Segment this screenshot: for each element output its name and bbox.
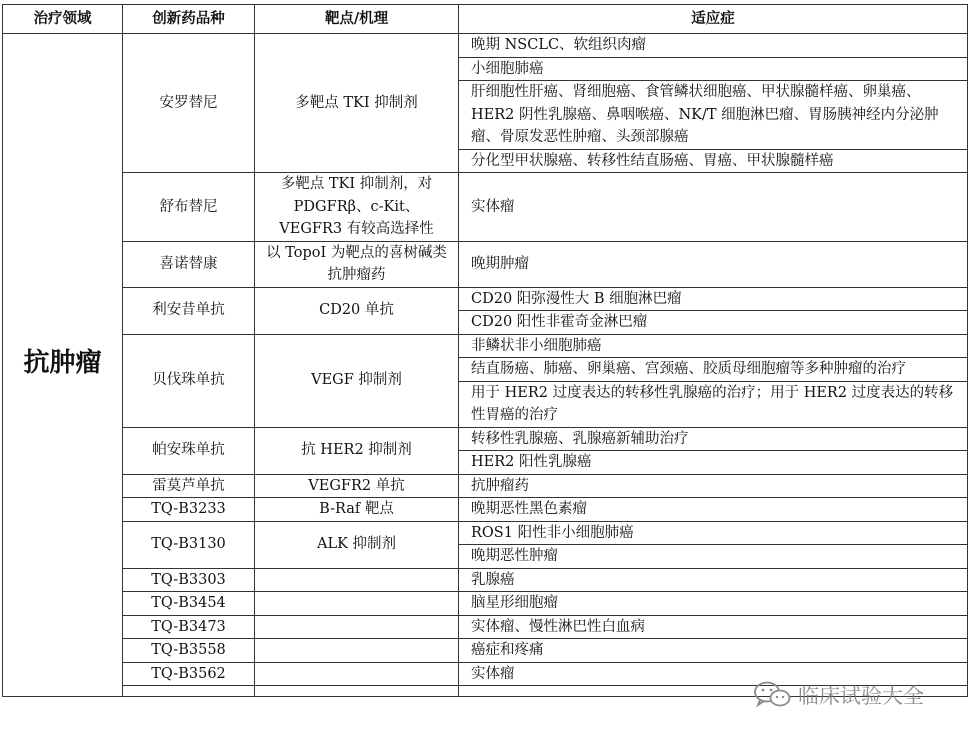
drug-name: 舒布替尼 [123,173,255,242]
header-area: 治疗领域 [3,5,123,34]
drug-target: VEGF 抑制剂 [255,334,459,427]
indication-cell: HER2 阳性乳腺癌 [459,451,968,475]
indication-cell: 晚期恶性黑色素瘤 [459,498,968,522]
indication-cell: 晚期恶性肿瘤 [459,545,968,569]
indication-cell: 实体瘤 [459,173,968,242]
drug-name: 利安昔单抗 [123,287,255,334]
drug-target: ALK 抑制剂 [255,521,459,568]
table-row [3,173,968,242]
indication-cell: 转移性乳腺癌、乳腺癌新辅助治疗 [459,427,968,451]
indication-cell: CD20 阳性非霍奇金淋巴瘤 [459,311,968,335]
table-row [3,241,968,287]
drug-target: 多靶点 TKI 抑制剂，对 PDGFRβ、c-Kit、VEGFR3 有较高选择性 [255,173,459,242]
drug-target [255,662,459,686]
drug-target: CD20 单抗 [255,287,459,334]
drug-target [255,568,459,592]
drug-name: TQ-B3558 [123,639,255,663]
indication-cell: 用于 HER2 过度表达的转移性乳腺癌的治疗；用于 HER2 过度表达的转移性胃癌的治疗 [459,381,968,427]
table-row [3,287,968,311]
watermark-text: 临床试验大全 [798,684,924,708]
table-row [3,568,968,592]
header-drug: 创新药品种 [123,5,255,34]
drug-name: TQ-B3562 [123,662,255,686]
header-indication: 适应症 [459,5,968,34]
indication-cell: 晚期 NSCLC、软组织肉瘤 [459,34,968,58]
table-row [3,639,968,663]
drug-target: 多靶点 TKI 抑制剂 [255,34,459,173]
header-row [3,5,968,34]
drug-target [255,639,459,663]
therapeutic-area: 抗肿瘤 [3,34,123,697]
indication-cell: CD20 阳弥漫性大 B 细胞淋巴瘤 [459,287,968,311]
table-row [3,34,968,58]
drug-name: 喜诺替康 [123,241,255,287]
drug-target: B-Raf 靶点 [255,498,459,522]
drug-name: TQ-B3303 [123,568,255,592]
indication-cell: 肝细胞性肝癌、肾细胞癌、食管鳞状细胞癌、甲状腺髓样癌、卵巢癌、HER2 阴性乳腺癌、鼻咽喉癌、NK/T 细胞淋巴瘤、胃肠胰神经内分泌肿瘤、骨原发恶性肿瘤、头颈部腺癌 [459,81,968,150]
indication-cell: 脑星形细胞瘤 [459,592,968,616]
drug-name: 安罗替尼 [123,34,255,173]
drug-name: TQ-B3473 [123,615,255,639]
indication-cell: 乳腺癌 [459,568,968,592]
drug-name: 贝伐珠单抗 [123,334,255,427]
indication-cell: 小细胞肺癌 [459,57,968,81]
wechat-icon [752,680,792,710]
table-row [3,521,968,545]
table-row [3,615,968,639]
drug-target: 抗 HER2 抑制剂 [255,427,459,474]
table-row [3,592,968,616]
drug-name: 帕安珠单抗 [123,427,255,474]
indication-cell: 结直肠癌、肺癌、卵巢癌、宫颈癌、胶质母细胞瘤等多种肿瘤的治疗 [459,358,968,382]
indication-cell: 实体瘤 [459,662,968,686]
indication-cell: 实体瘤、慢性淋巴性白血病 [459,615,968,639]
drug-target [255,615,459,639]
indication-cell: 抗肿瘤药 [459,474,968,498]
table-row [3,474,968,498]
table-row [3,334,968,358]
drug-name: TQ-B3130 [123,521,255,568]
drug-target [255,592,459,616]
drug-table [2,4,968,697]
indication-cell: 非鳞状非小细胞肺癌 [459,334,968,358]
empty-cell [255,686,459,697]
watermark [752,678,924,712]
drug-target: 以 TopoI 为靶点的喜树碱类抗肿瘤药 [255,241,459,287]
header-target: 靶点/机理 [255,5,459,34]
indication-cell: 癌症和疼痛 [459,639,968,663]
table-row [3,427,968,451]
indication-cell: ROS1 阳性非小细胞肺癌 [459,521,968,545]
empty-cell [123,686,255,697]
indication-cell: 分化型甲状腺癌、转移性结直肠癌、胃癌、甲状腺髓样癌 [459,149,968,173]
drug-name: TQ-B3233 [123,498,255,522]
drug-name: 雷莫芦单抗 [123,474,255,498]
drug-name: TQ-B3454 [123,592,255,616]
drug-target: VEGFR2 单抗 [255,474,459,498]
table-row [3,498,968,522]
indication-cell: 晚期肿瘤 [459,241,968,287]
